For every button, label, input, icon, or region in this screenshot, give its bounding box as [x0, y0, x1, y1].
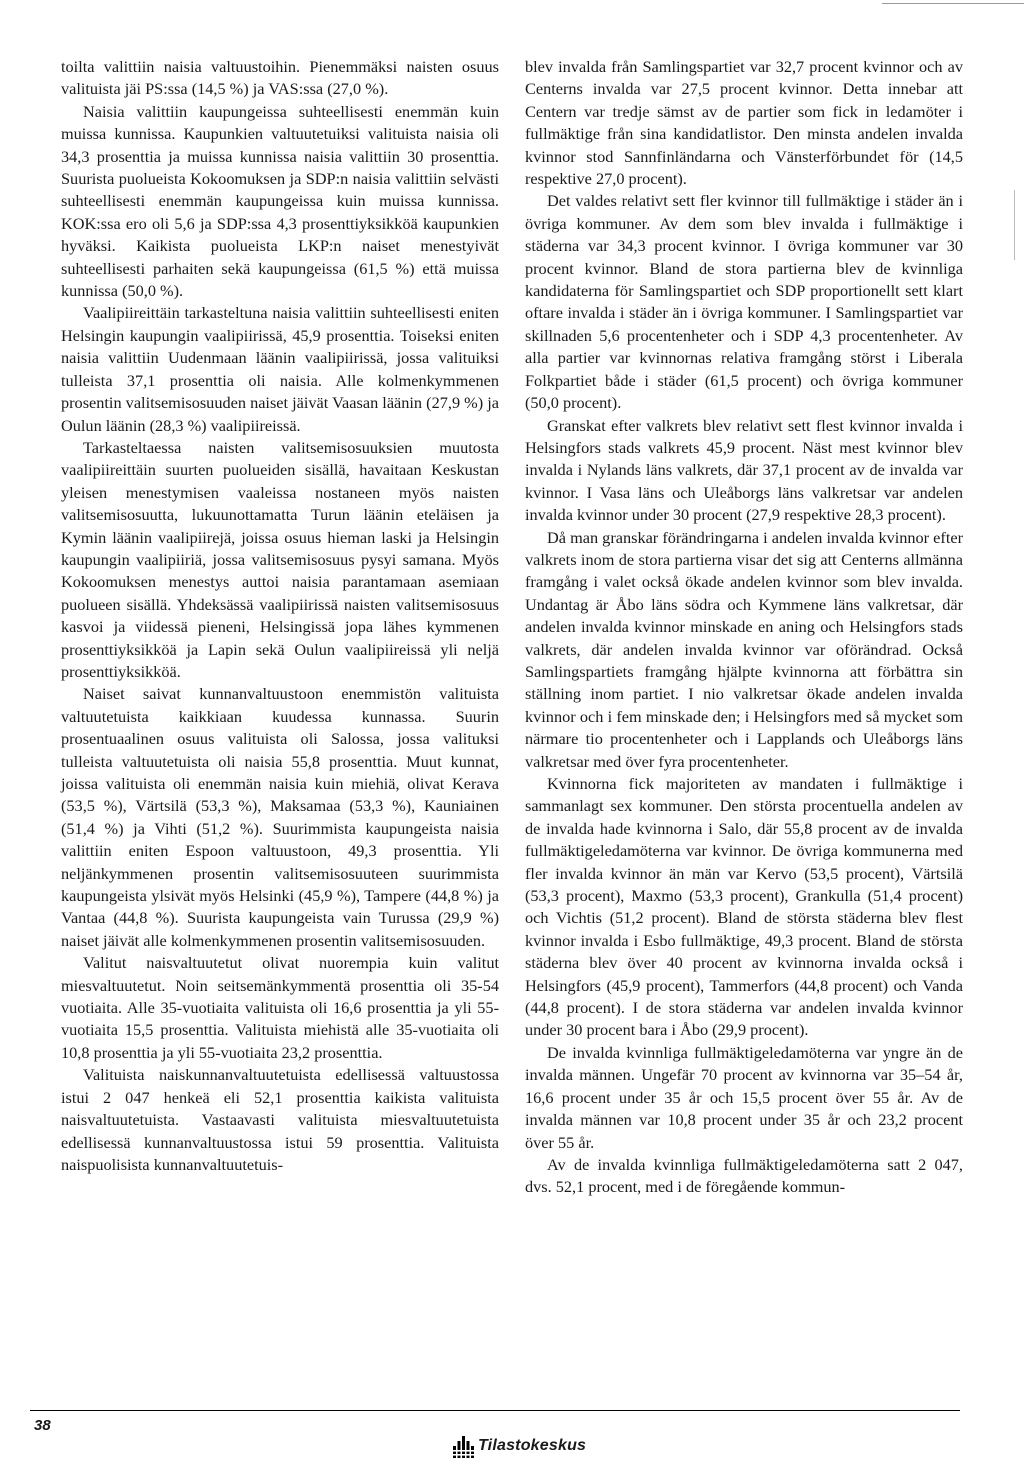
publisher-brand — [452, 1434, 586, 1458]
paragraph: Kvinnorna fick majoriteten av mandaten i fullmäktige i sammanlagt sex kommuner. Den största procentuella andelen av de invalda hade kvinnorna i Salo, där 55,8 procent av de invalda fullmäktigeledamöterna var kvinnor. De övriga kommunerna med fler invalda kvinnor än män var Kervo (53,5 procent), Värtsilä (53,3 procent), Maxmo (53,3 procent), Grankulla (51,4 procent) och Vichtis (51,2 procent). Bland de största städerna blev flest kvinnor invalda i Esbo fullmäktige, 49,3 procent. Bland de största städerna blev över 40 procent av kvinnorna invalda också i Helsingfors (45,9 procent), Tammerfors (44,8 procent) och Vanda (44,8 procent). I de stora städerna var andelen invalda kvinnor under 30 procent bara i Åbo (29,9 procent). — [525, 774, 963, 1040]
right-column-swedish — [525, 56, 963, 1199]
paragraph: Valitut naisvaltuutetut olivat nuorempia kuin valitut miesvaltuutetut. Noin seitsemänkymmentä prosenttia oli 35-54 vuotiaita. Alle 35-vuotiaita valituista oli 16,6 prosenttia ja yli 55-vuotiaita 15,5 prosenttia. Valituista miehistä alle 35-vuotiaita oli 10,8 prosenttia ja yli 55-vuotiaita 23,2 prosenttia. — [61, 953, 499, 1062]
paragraph: Granskat efter valkrets blev relativt sett flest kvinnor invalda i Helsingfors stads valkrets 45,9 procent. Näst mest kvinnor blev invalda i Nylands läns valkrets, där 37,1 procent av de invalda var kvinnor. I Vasa läns och Uleåborgs läns valkretsar var andelen invalda kvinnor under 30 procent (27,9 respektive 28,3 procent). — [525, 415, 963, 525]
paragraph: Naisia valittiin kaupungeissa suhteellisesti enemmän kuin muissa kunnissa. Kaupunkien valtuutetuiksi valituista naisia oli 34,3 prosenttia ja muissa kunnissa naisia valittiin 30 prosenttia. Suurista puolueista Kokoomuksen ja SDP:n naisia valittiin selvästi suhteellisesti enemmän kaupungeissa kuin muissa kunnissa. KOK:ssa ero oli 5,6 ja SDP:ssa 4,3 prosenttiyksikköä kaupunkien hyväksi. Kaikista puolueista LKP:n naiset menestyivät suhteellisesti parhaiten sekä kaupungeissa (61,5 %) että muissa kunnissa (50,0 %). — [61, 101, 499, 301]
paragraph: Då man granskar förändringarna i andelen invalda kvinnor efter valkrets inom de stora partierna visar det sig att Centerns allmänna framgång i valet också ökade andelen kvinnor som blev invalda. Undantag är Åbo läns södra och Kymmene läns valkretsar, där andelen invalda kvinnor minskade en aning och Helsingfors stads valkrets, där andelen invalda kvinnor var oförändrad. Också Samlingspartiets framgång hjälpte kvinnorna att förbättra sin ställning inom partiet. I nio valkretsar ökade andelen invalda kvinnor och i fem minskade den; i Helsingfors med så mycket som närmare tio procentenheter och i Lapplands och Uleåborgs läns valkretsar med över fyra procentenheter. — [525, 527, 963, 771]
paragraph: Vaalipiireittäin tarkasteltuna naisia valittiin suhteellisesti eniten Helsingin kaupungin vaalipiirissä, 45,9 prosenttia. Toiseksi eniten naisia valittiin Uudenmaan läänin vaalipiirissä, jossa valituiksi tulleista 37,1 prosenttia oli naisia. Alle kolmenkymmenen prosentin valitsemisosuuden naiset jäivät Vaasan läänin (27,9 %) ja Oulun läänin (28,3 %) vaalipiireissä. — [61, 303, 499, 435]
paragraph: toilta valittiin naisia valtuustoihin. Pienemmäksi naisten osuus valituista jäi PS:ssa (14,5 %) ja VAS:ssa (27,0 %). — [61, 57, 499, 99]
paragraph: Valituista naiskunnanvaltuutetuista edellisessä valtuustossa istui 2 047 henkeä eli 52,1 prosenttia kaikista valituista naisvaltuutetuista. Vastaavasti valituista miesvaltuutetuista edellisessä kunnanvaltuustossa istui 59 prosenttia. Valituista naispuolisista kunnanvaltuutetuis- — [61, 1065, 499, 1174]
top-edge-rule — [882, 3, 1024, 4]
left-column-finnish — [61, 56, 499, 1176]
paragraph: blev invalda från Samlingspartiet var 32,7 procent kvinnor och av Centerns invalda var 27,5 procent kvinnor. Detta innebar att Centern var tredje sämst av de partier som fick in ledamöter i fullmäktige från sina kandidatlistor. Den minsta andelen invalda kvinnor stod Sannfinländarna och Vänsterförbundet för (14,5 respektive 27,0 procent). — [525, 57, 963, 189]
publisher-name: Tilastokeskus — [478, 1437, 587, 1454]
footer-rule — [30, 1410, 960, 1411]
paragraph: De invalda kvinnliga fullmäktigeledamöterna var yngre än de invalda männen. Ungefär 70 procent av kvinnorna var 35–54 år, 16,6 procent under 35 år och 15,5 procent över 55 år. Av de invalda männen var 10,8 procent under 35 år och 23,2 procent över 55 år. — [525, 1042, 963, 1152]
paragraph: Tarkasteltaessa naisten valitsemisosuuksien muutosta vaalipiireittäin suurten puolueiden sisällä, havaitaan Keskustan yleisen menestymisen vaaleissa nostaneen myös naisten valitsemisosuutta, lukuunottamatta Turun läänin eteläisen ja Kymin läänin vaalipiirejä, joissa osuus hieman laski ja Helsingin kaupungin vaalipiiriä, jossa valitsemisosuus pysyi samana. Myös Kokoomuksen menestys auttoi naisia parantamaan asemiaan puolueen sisällä. Yhdeksässä vaalipiirissä naisten valitsemisosuus kasvoi ja viidessä pieneni, Helsingissä jopa lähes kymmenen prosenttiyksikköä ja Lapin sekä Oulun vaalipiireissä yli neljä prosenttiyksikköä. — [61, 437, 499, 681]
paragraph: Av de invalda kvinnliga fullmäktigeledamöterna satt 2 047, dvs. 52,1 procent, med i de föregående kommun- — [525, 1154, 963, 1197]
margin-mark — [1014, 190, 1015, 260]
page-number: 38 — [34, 1417, 51, 1434]
paragraph: Det valdes relativt sett fler kvinnor till fullmäktige i städer än i övriga kommuner. Av dem som blev invalda i fullmäktige i städerna var 34,3 procent kvinnor. I övriga kommuner var 30 procent kvinnor. Bland de stora partierna blev de kvinnliga kandidaterna för Samlingspartiet och SDP proportionellt sett klart oftare invalda i städer än i övriga kommuner. I Samlingspartiet var skillnaden 5,6 procentenheter och i SDP 4,3 procentenheter. Av alla partier var kvinnornas relativa framgång störst i Liberala Folkpartiet både i städer (61,5 procent) och övriga kommuner (50,0 procent). — [525, 191, 963, 413]
tilastokeskus-logo-icon — [452, 1434, 474, 1458]
paragraph: Naiset saivat kunnanvaltuustoon enemmistön valituista valtuutetuista kaikkiaan kuudessa kunnassa. Suurin prosentuaalinen osuus valituista oli Salossa, jossa valituksi tulleista valtuutetuista oli naisia 55,8 prosenttia. Muut kunnat, joissa valituista oli enemmän naisia kuin miehiä, olivat Kerava (53,5 %), Värtsilä (53,3 %), Maksamaa (53,3 %), Kauniainen (51,4 %) ja Vihti (51,2 %). Suurimmista kaupungeista naisia valittiin eniten Espoon valtuustoon, 49,3 prosenttia. Yli neljänkymmenen prosentin valitsemisosuuteen suurimmista kaupungeista ylsivät myös Helsinki (45,9 %), Tampere (44,8 %) ja Vantaa (44,8 %). Suurista kaupungeista vain Turussa (29,9 %) naiset jäivät alle kolmenkymmenen prosentin valitsemisosuuden. — [61, 684, 499, 950]
